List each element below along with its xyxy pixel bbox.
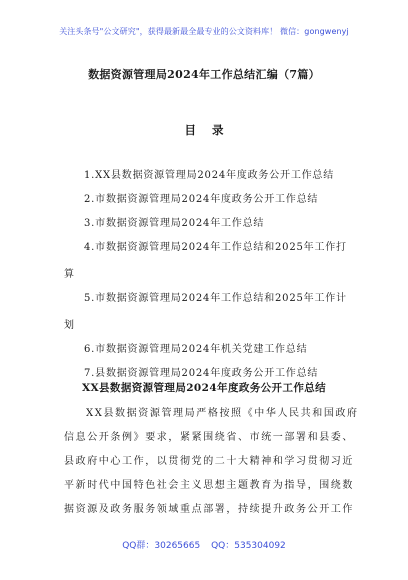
body-paragraph bbox=[64, 402, 364, 522]
toc-item-text: 5.市数据资源管理局2024年工作总结和2025年工作计 bbox=[84, 293, 347, 304]
table-of-contents bbox=[0, 166, 408, 388]
section-title: XX县数据资源管理局2024年度政务公开工作总结 bbox=[81, 382, 327, 394]
footer-qq-group[interactable]: QQ群：30265665 bbox=[122, 541, 201, 551]
toc-item-6[interactable] bbox=[0, 340, 408, 360]
toc-item-text: 1.XX县数据资源管理局2024年度政务公开工作总结 bbox=[84, 170, 335, 181]
body-line: XX县数据资源管理局严格按照《中华人民共和国政府 bbox=[86, 408, 359, 419]
body-line: 平新时代中国特色社会主义思想主题教育为指导，围绕数 bbox=[64, 480, 354, 491]
toc-item-continuation: 算 bbox=[64, 269, 75, 280]
toc-item-1[interactable] bbox=[0, 166, 408, 186]
toc-item-5[interactable] bbox=[0, 289, 408, 336]
toc-item-text: 2.市数据资源管理局2024年度政务公开工作总结 bbox=[84, 194, 319, 205]
toc-item-4[interactable] bbox=[0, 238, 408, 285]
body-line: 县政府中心工作，以贯彻党的二十大精神和学习贯彻习近 bbox=[64, 456, 354, 467]
toc-item-3[interactable] bbox=[0, 214, 408, 234]
toc-item-2[interactable] bbox=[0, 190, 408, 210]
toc-heading: 目 录 bbox=[184, 123, 230, 137]
toc-item-text: 3.市数据资源管理局2024年工作总结 bbox=[84, 218, 265, 229]
promo-banner[interactable]: 关注头条号"公文研究"，获得最新最全最专业的公文资料库！ 微信：gongwenyj bbox=[59, 27, 349, 36]
body-line: 信息公开条例》要求，紧紧围绕省、市统一部署和县委、 bbox=[64, 432, 354, 443]
toc-item-text: 6.市数据资源管理局2024年机关党建工作总结 bbox=[84, 344, 308, 355]
toc-item-text: 7.县数据资源管理局2024年度政务公开工作总结 bbox=[84, 368, 319, 379]
toc-item-continuation: 划 bbox=[64, 320, 75, 331]
body-line: 据资源及政务服务领域重点部署，持续提升政务公开工作 bbox=[64, 504, 354, 515]
footer-qq[interactable]: QQ：535304092 bbox=[211, 541, 286, 551]
footer-contact bbox=[0, 538, 408, 551]
toc-item-text: 4.市数据资源管理局2024年工作总结和2025年工作打 bbox=[84, 242, 347, 253]
document-title: 数据资源管理局2024年工作总结汇编（7篇） bbox=[88, 68, 320, 81]
